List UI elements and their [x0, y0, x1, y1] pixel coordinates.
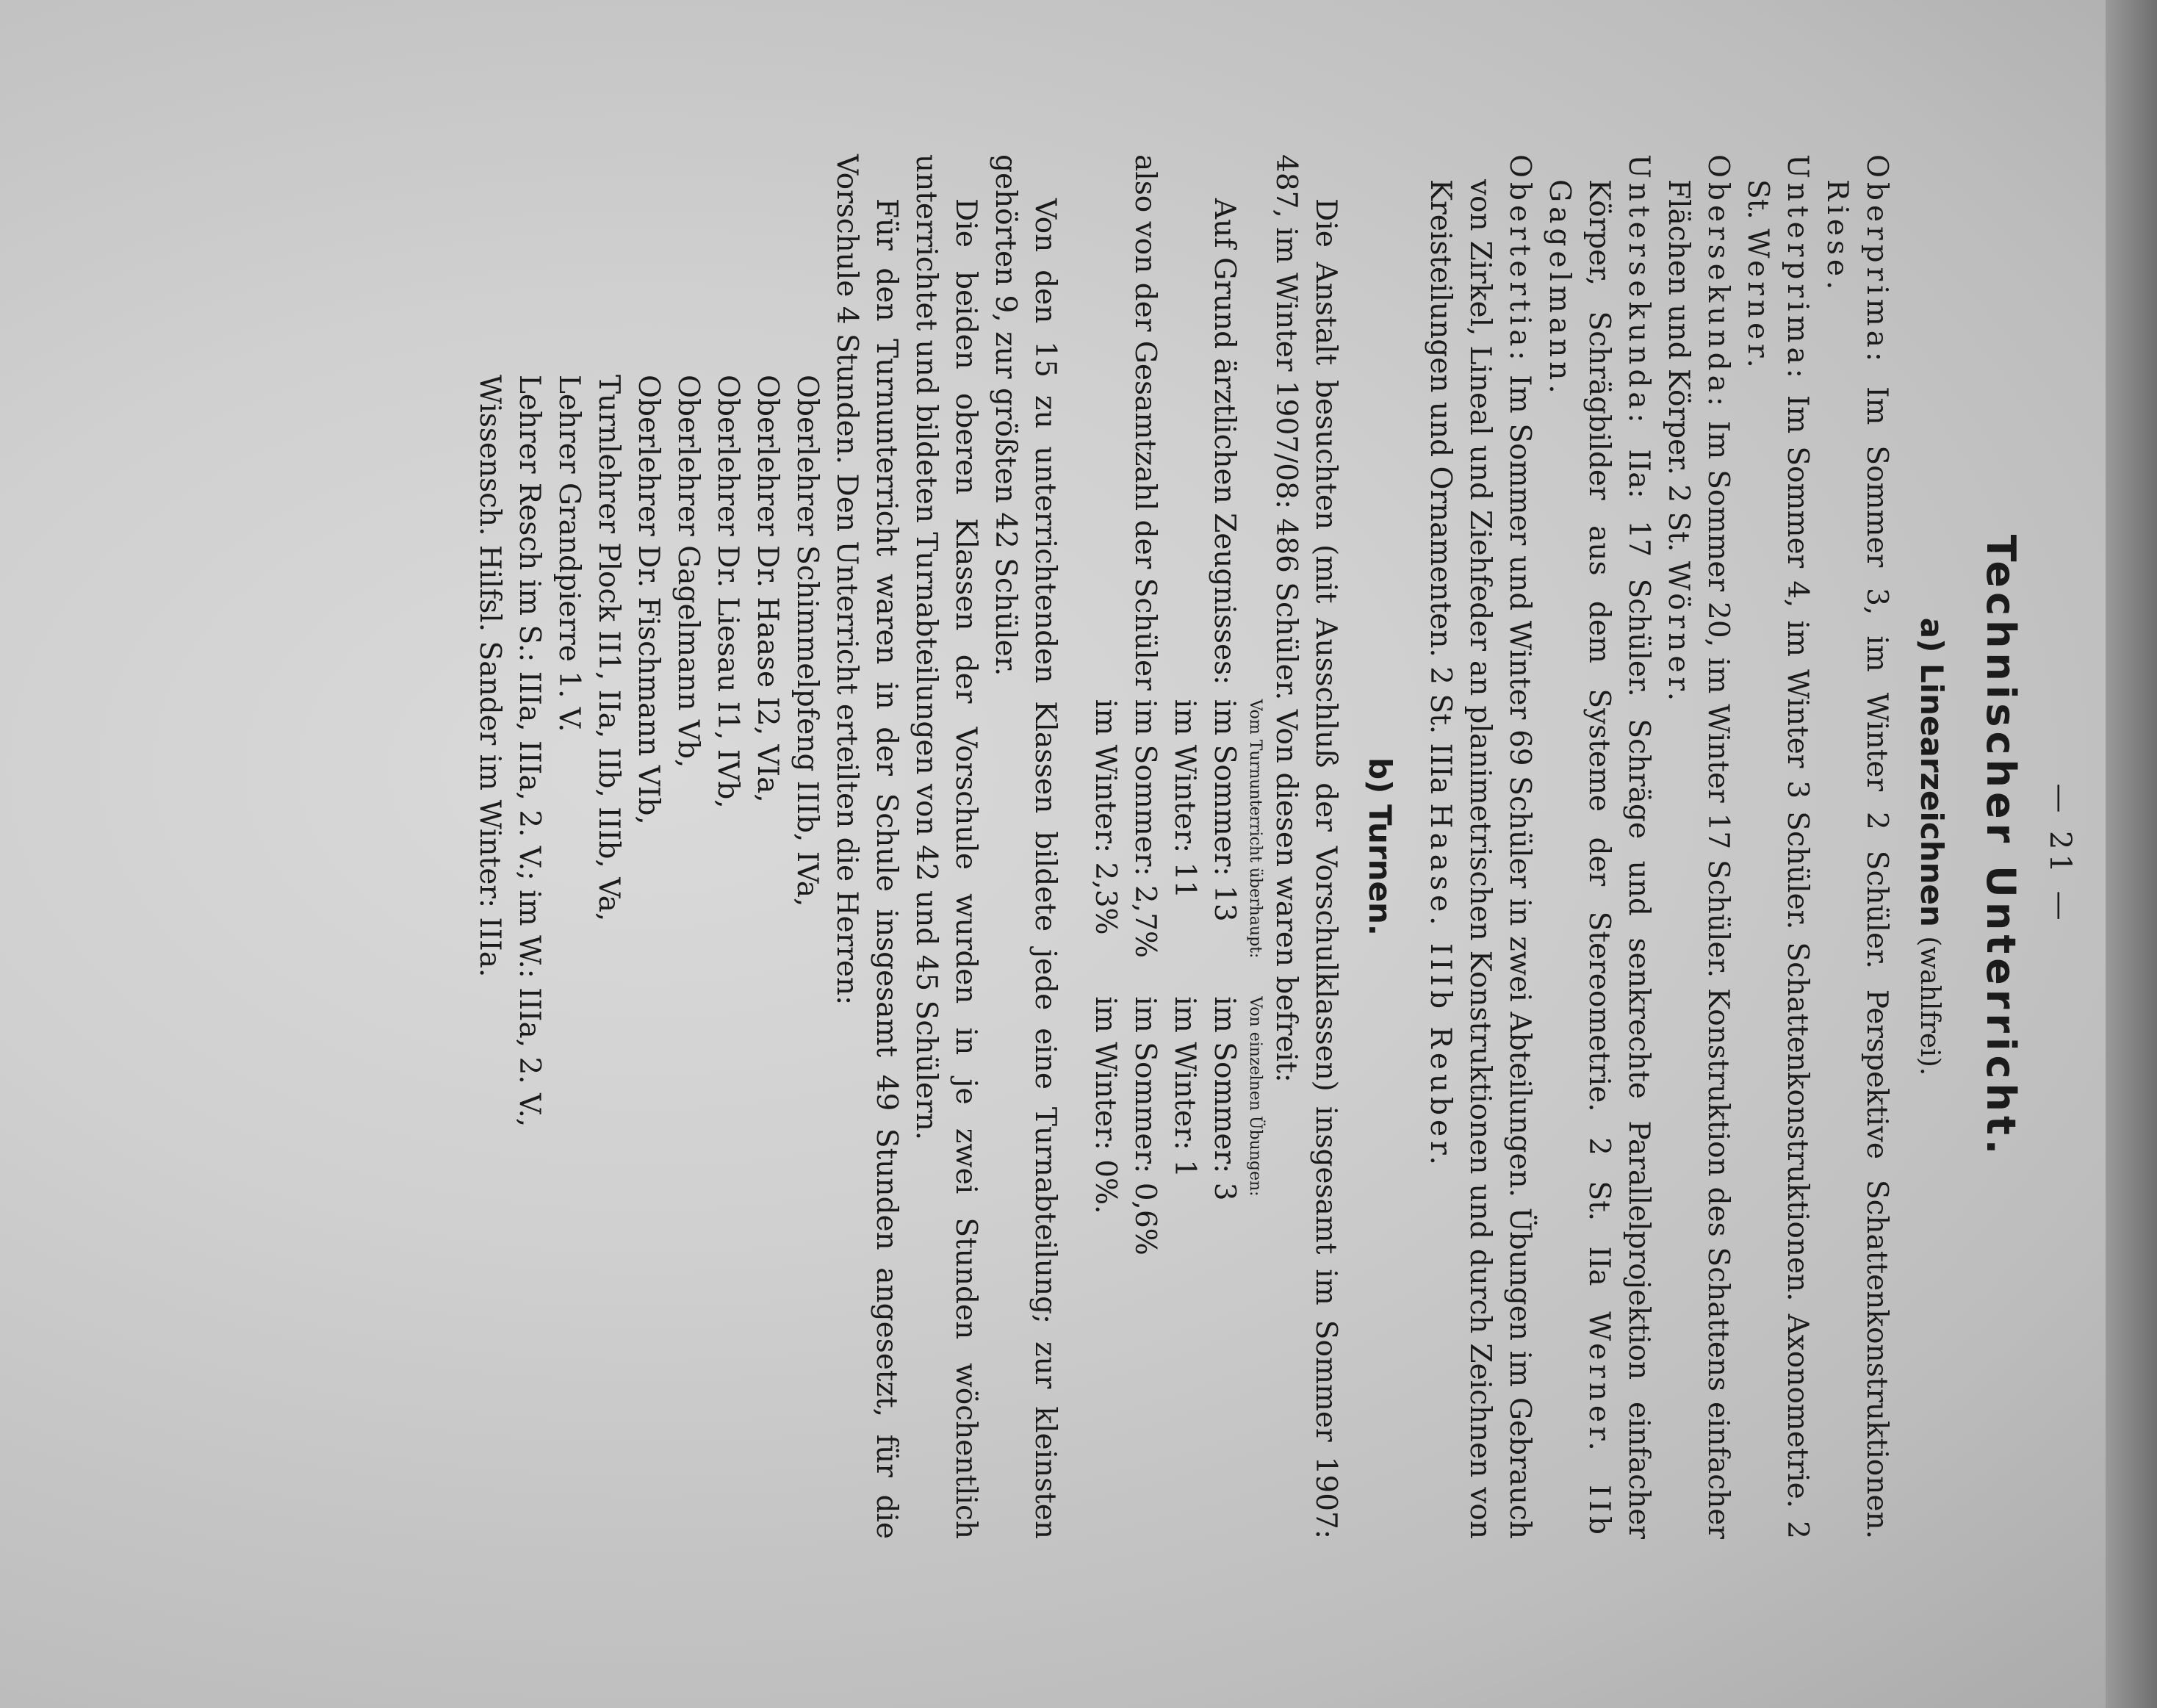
table-cell: im Sommer: 0,6% — [1128, 996, 1162, 1255]
turnen-paragraph: Die beiden oberen Klassen der Vorschule wurden in je zwei Stunden wöchentlich unterrichtet und bildeten Turnabteilungen von 42 und 45 Schülern. — [910, 154, 982, 1539]
table-cell: im Winter: 1 — [1168, 996, 1201, 1178]
list-item: Oberlehrer Dr. Haase I2, VIa, — [751, 375, 784, 803]
turnen-paragraph: Für den Turnunterricht waren in der Schule insgesamt 49 Stunden angesetzt, für die Vorschule 4 Stunden. Den Unterricht erteilten die Herren: — [830, 154, 903, 1539]
entry-unterprima — [1738, 154, 1817, 1539]
entry-label: Untersekunda: — [1622, 154, 1655, 428]
list-item: Oberlehrer Gagelmann Vb, — [671, 375, 705, 768]
list-item: Lehrer Resch im S.: IIIa, IIIa, 2. V.; im W.: IIIa, 2. V., — [513, 375, 546, 1128]
row-label: Auf Grund ärztlichen Zeugnisses: — [1208, 198, 1241, 685]
list-item: Oberlehrer Dr. Fischmann VIb, — [632, 375, 665, 825]
row-label: also von der Gesamtzahl der Schüler — [1128, 154, 1162, 691]
entry-oberprima — [1817, 154, 1896, 1539]
entry-text: Im Sommer und Winter 69 Schüler in zwei Abteilungen. Übungen im Gebrauch von Zirkel, Lineal und Ziehfeder an planimetrischen Konstruktionen und durch Zeichnen von Kreisteilungen und Ornamenten. 2 St. IIIa — [1424, 179, 1536, 1539]
turnen-intro: Die Anstalt besuchten (mit Ausschluß der Vorschulklassen) insgesamt im Sommer 1907: 487, im Winter 1907/08: 486 Schüler. Von diesen waren befreit: — [1270, 154, 1342, 1539]
list-item: Oberlehrer Schimmelpfeng IIIb, IVa, — [791, 375, 824, 907]
table-cell: im Winter: 0%. — [1089, 996, 1122, 1214]
list-item: Wissensch. Hilfsl. Sander im Winter: IIIa. — [473, 375, 506, 978]
teacher-list — [469, 154, 827, 1539]
column-header: Vom Turnunterricht überhaupt: — [1246, 699, 1264, 959]
table-cell: im Sommer: 13 — [1208, 699, 1241, 922]
entry-text: Im Sommer 3, im Winter 2 Schüler. Perspektive Schattenkonstruktionen. — [1860, 386, 1893, 1539]
page-title: Technischer Unterricht. — [1978, 534, 2024, 1159]
entry-teacher: Werner. IIb Gagelmann. — [1543, 179, 1616, 1539]
entry-obersekunda — [1658, 154, 1738, 1539]
section-heading-note: (wahlfrei). — [1915, 936, 1945, 1076]
entry-text: Im Sommer 4, im Winter 3 Schüler. Schattenkonstruktionen. Axonometrie. 2 St. — [1741, 179, 1814, 1539]
entry-teacher: Riese. — [1821, 179, 1854, 295]
entry-untersekunda — [1539, 154, 1658, 1539]
entry-label: Oberprima: — [1860, 154, 1893, 367]
entry-label: Unterprima: — [1781, 154, 1814, 383]
section-heading-turnen — [1358, 154, 1400, 1539]
turnen-paragraph: Von den 15 zu unterrichtenden Klassen bildete jede eine Turnabteilung; zur kleinsten gehörten 9, zur größten 42 Schüler. — [989, 154, 1062, 1539]
entry-teacher: Haase. IIIb Reuber. — [1424, 803, 1457, 1170]
table-cell: im Sommer: 2,7% — [1128, 699, 1162, 959]
table-cell: im Winter: 2,3% — [1089, 699, 1122, 935]
column-header: Von einzelnen Übungen: — [1246, 996, 1264, 1197]
entry-label: Obertertia: — [1503, 154, 1536, 365]
entry-text: IIa: 17 Schüler. Schräge und senkrechte Parallelprojektion einfacher Körper, Schrägbilder aus dem Systeme der Stereometrie. 2 St. IIa — [1582, 179, 1655, 1539]
list-item: Oberlehrer Dr. Liesau I1, IVb, — [711, 375, 744, 809]
section-heading-label: b) Turnen. — [1362, 757, 1398, 936]
entry-teacher: Werner. — [1741, 228, 1774, 372]
list-item: Turnlehrer Plock II1, IIa, IIb, IIIb, Va, — [592, 375, 625, 922]
entry-label: Obersekunda: — [1702, 154, 1735, 411]
section-heading-label: a) Linearzeichnen — [1914, 617, 1950, 927]
exemption-table — [1085, 154, 1266, 1264]
section-heading-linearzeichnen — [1909, 154, 1951, 1539]
entry-text: Im Sommer 20, im Winter 17 Schüler. Konstruktion des Schattens einfacher Flächen und Körper. 2 St. — [1662, 179, 1735, 1539]
entry-teacher: Wörner. — [1662, 561, 1695, 706]
table-cell: im Winter: 11 — [1168, 699, 1201, 899]
table-cell: im Sommer: 3 — [1208, 996, 1241, 1201]
entry-obertertia — [1420, 154, 1539, 1539]
page-number: — 21 — — [2043, 783, 2077, 925]
list-item: Lehrer Grandpierre 1. V. — [552, 375, 586, 732]
